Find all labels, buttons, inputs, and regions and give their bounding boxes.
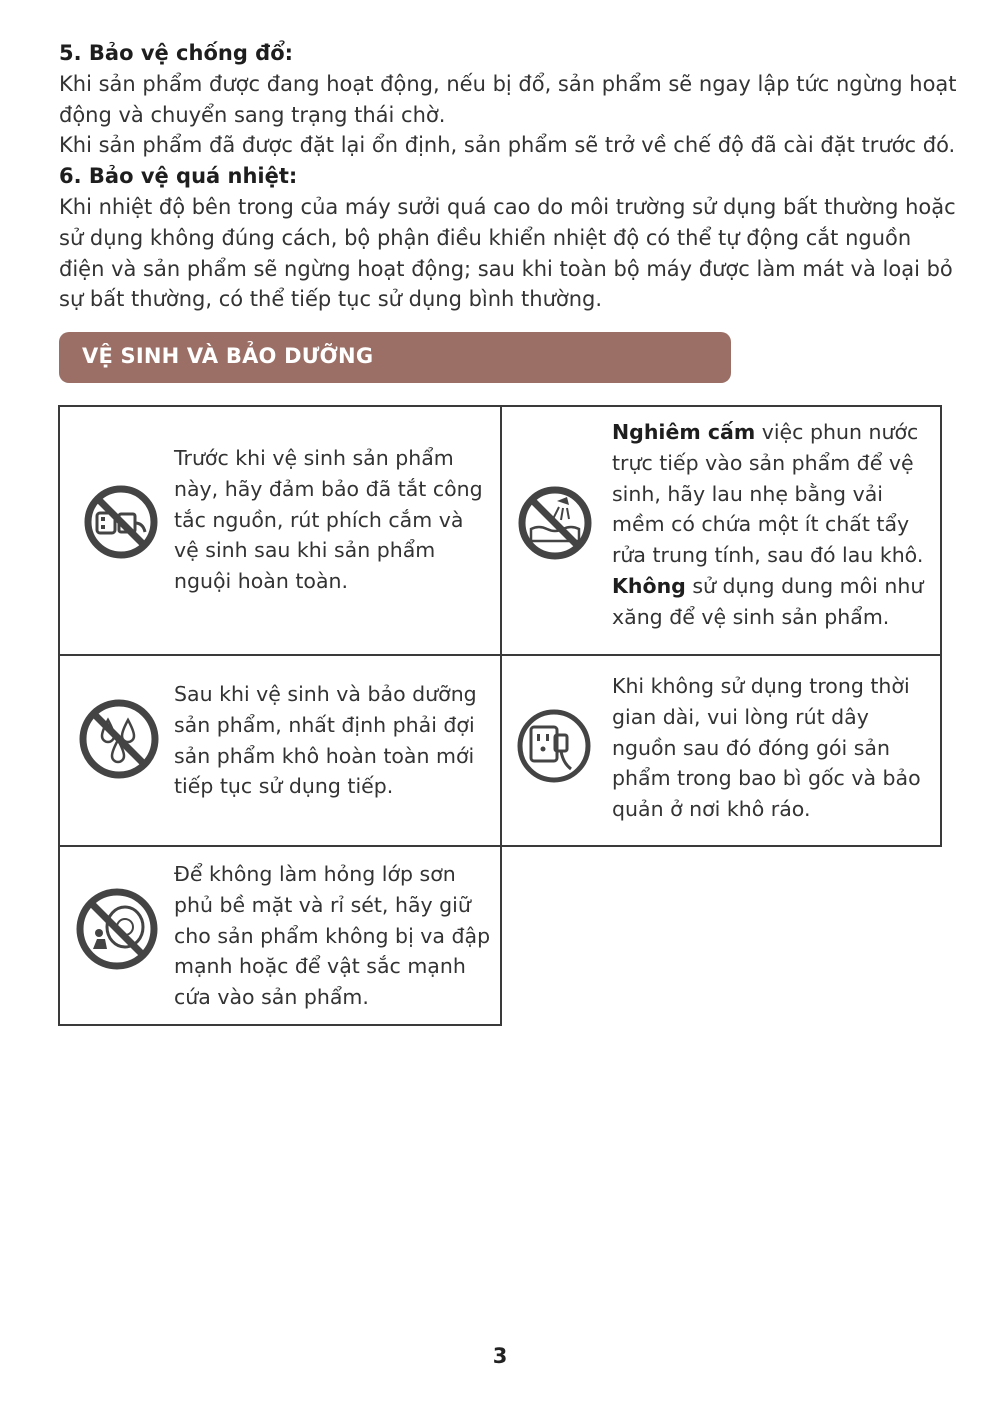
section-5-line-1: Khi sản phẩm được đang hoạt động, nếu bị đổ, sản phẩm sẽ ngay lập tức ngừng hoạt động và chuyển sang trạng thái chờ.	[59, 71, 957, 127]
care-item-no-spray-text	[612, 417, 937, 633]
section-6-heading: 6. Bảo vệ quá nhiệt:	[59, 164, 298, 189]
wall-outlet-unplug-icon	[515, 707, 593, 785]
section-6-body: Khi nhiệt độ bên trong của máy sưởi quá cao do môi trường sử dụng bất thường hoặc sử dụng không đúng cách, bộ phận điều khiển nhiệt độ có thể tự động cắt nguồn điện và sản phẩm sẽ ngừng hoạt động; sau khi toàn bộ máy được làm mát và loại bỏ sự bất thường, có thể tiếp tục sử dụng bình thường.	[59, 194, 956, 312]
care-item-no-spray-text-2: sử dụng dung môi như xăng để vệ sinh sản phẩm.	[612, 573, 924, 629]
care-item-dry	[58, 654, 502, 847]
do-not-label: Không	[612, 573, 686, 598]
prohibit-label: Nghiêm cấm	[612, 420, 756, 444]
page-number: 3	[492, 1344, 508, 1368]
intro-text	[59, 38, 959, 315]
no-water-drops-icon	[78, 698, 160, 780]
care-item-no-impact-text: Để không làm hỏng lớp sơn phủ bề mặt và rỉ sét, hãy giữ cho sản phẩm không bị va đập mạnh hoặc để vật sắc mạnh cứa vào sản phẩm.	[174, 862, 491, 1010]
care-item-storage-text: Khi không sử dụng trong thời gian dài, vui lòng rút dây nguồn sau đó đóng gói sản phẩm trong bao bì gốc và bảo quản ở nơi khô ráo.	[612, 674, 921, 822]
no-water-spray-icon	[517, 485, 593, 561]
care-item-unplug	[58, 405, 502, 656]
care-item-no-spray	[500, 405, 942, 656]
section-title: VỆ SINH VÀ BẢO DƯỠNG	[82, 344, 374, 368]
care-item-no-impact	[58, 845, 502, 1026]
care-item-storage	[500, 654, 942, 847]
no-impact-icon	[75, 887, 159, 971]
section-5-heading: 5. Bảo vệ chống đổ:	[59, 41, 294, 65]
care-item-dry-text: Sau khi vệ sinh và bảo dưỡng sản phẩm, nhất định phải đợi sản phẩm khô hoàn toàn mới tiếp tục sử dụng tiếp.	[174, 682, 477, 799]
section-5-line-2: Khi sản phẩm đã được đặt lại ổn định, sản phẩm sẽ trở về chế độ đã cài đặt trước đó.	[59, 133, 956, 158]
care-item-unplug-text: Trước khi vệ sinh sản phẩm này, hãy đảm bảo đã tắt công tắc nguồn, rút phích cắm và vệ sinh sau khi sản phẩm nguội hoàn toàn.	[174, 446, 483, 594]
care-item-no-spray-text-1: việc phun nước trực tiếp vào sản phẩm để vệ sinh, hãy lau nhẹ bằng vải mềm có chứa một ít chất tẩy rửa trung tính, sau đó lau khô.	[612, 420, 924, 568]
no-unplug-icon	[83, 484, 159, 560]
section-banner	[59, 332, 731, 383]
